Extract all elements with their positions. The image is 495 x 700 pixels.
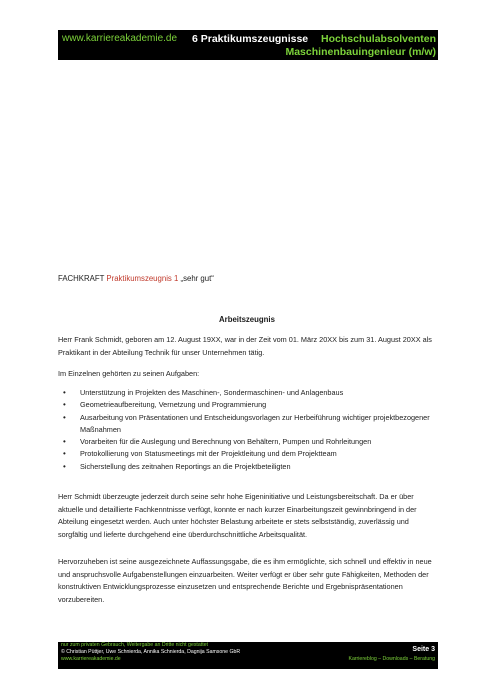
task-item [58, 448, 436, 460]
document-heading: Arbeitszeugnis [219, 315, 275, 324]
bullet-icon: • [63, 461, 66, 471]
header-url[interactable]: www.karriereakademie.de [62, 33, 178, 44]
certificate-label-suffix: „sehr gut“ [178, 274, 214, 283]
footer-bar [58, 642, 438, 669]
tasks-intro: Im Einzelnen gehörten zu seinen Aufgaben: [58, 369, 200, 378]
footer-notice: nur zum privaten Gebrauch, Weitergabe an Dritte nicht gestattet [61, 642, 208, 648]
page-number: Seite 3 [412, 646, 435, 653]
bullet-icon: • [63, 412, 66, 422]
certificate-label [58, 274, 214, 283]
certificate-label-highlight: Praktikumszeugnis 1 [106, 274, 179, 283]
task-text: Unterstützung in Projekten des Maschinen-, Sondermaschinen- und Anlagenbaus [80, 388, 344, 397]
footer-copyright: © Christian Püttjer, Uwe Schnierda, Annika Schnierda, Dagnija Samsone GbR [61, 649, 241, 655]
task-item [58, 412, 436, 437]
task-text: Vorarbeiten für die Auslegung und Berechnung von Behältern, Pumpen und Rohrleitungen [80, 437, 372, 447]
header-category-line1: Hochschulabsolventen [321, 33, 436, 45]
task-text: Sicherstellung des zeitnahen Reportings an die Projektbeteiligten [80, 461, 291, 471]
header-doc-title: 6 Praktikumszeugnisse [192, 33, 309, 45]
task-text: Ausarbeitung von Präsentationen und Entscheidungsvorlagen zur Herbeiführung wichtiger projektbezogener Maßnahmen [80, 412, 430, 434]
highlight-paragraph: Hervorzuheben ist seine ausgezeichnete Auffassungsgabe, die es ihm ermöglichte, sich schnell und effektiv in neue und anspruchsvolle Aufgabenstellungen einzuarbeiten. Weiter verfügt er über sehr gute Fähigkeiten, Methoden der konstruktiven Entwicklungsprozesse einzusetzen und entsprechende Berichte und Ergebnispräsentationen vorzubereiten. [58, 557, 432, 604]
bullet-icon: • [63, 437, 66, 447]
task-item [58, 387, 436, 399]
task-item [58, 461, 436, 473]
header-category-line2: Maschinenbauingenieur (m/w) [285, 46, 436, 58]
task-text: Protokollierung von Statusmeetings mit der Projektleitung und dem Projektteam [80, 449, 337, 459]
assessment-paragraph: Herr Schmidt überzeugte jederzeit durch seine sehr hohe Eigeninitiative und Leistungsbereitschaft. Da er über aktuelle und detaillierte Fachkenntnisse verfügt, konnte er nach kurzer Einarbeitungszeit gewinnbringend in der Abteilung eingesetzt werden. Auch unter höchster Belastung arbeitete er stets selbstständig, zuverlässig und sorgfältig und lieferte durchgehend eine überdurchschnittliche Arbeitsqualität. [58, 492, 417, 539]
task-text: Geometrieaufbereitung, Vernetzung und Programmierung [80, 400, 267, 410]
footer-blog-link[interactable]: Karriereblog – Downloads – Beratung [348, 656, 435, 662]
certificate-label-prefix: FACHKRAFT [58, 274, 107, 283]
header-bar [58, 30, 438, 60]
bullet-icon: • [63, 400, 66, 410]
task-item [58, 399, 436, 411]
task-list [58, 387, 436, 473]
task-item [58, 436, 436, 448]
bullet-icon: • [63, 388, 66, 397]
footer-url[interactable]: www.karriereakademie.de [61, 656, 121, 662]
bullet-icon: • [63, 449, 66, 459]
intro-paragraph: Herr Frank Schmidt, geboren am 12. August 19XX, war in der Zeit vom 01. März 20XX bis zum 31. August 20XX als Praktikant in der Abteilung Technik für unser Unternehmen tätig. [58, 335, 432, 357]
